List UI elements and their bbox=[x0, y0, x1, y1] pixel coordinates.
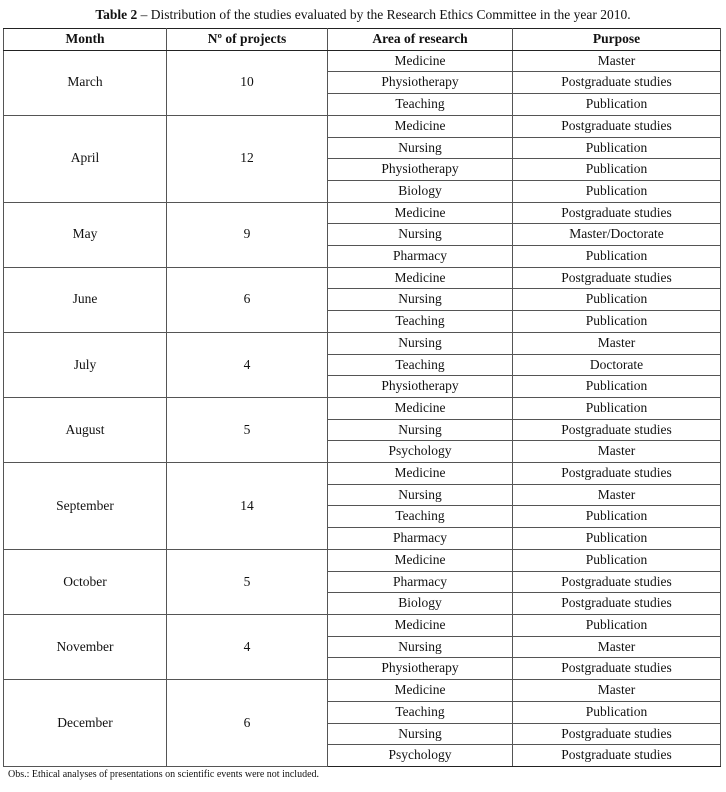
purpose-cell: Publication bbox=[513, 376, 721, 398]
table-row bbox=[4, 50, 721, 72]
purpose-cell: Publication bbox=[513, 549, 721, 571]
purpose-cell: Publication bbox=[513, 289, 721, 311]
purpose-cell: Postgraduate studies bbox=[513, 745, 721, 767]
area-cell: Medicine bbox=[328, 549, 513, 571]
month-cell: November bbox=[4, 614, 167, 679]
month-cell: December bbox=[4, 680, 167, 767]
area-cell: Nursing bbox=[328, 289, 513, 311]
header-purpose: Purpose bbox=[513, 29, 721, 51]
purpose-cell: Postgraduate studies bbox=[513, 571, 721, 593]
area-cell: Biology bbox=[328, 593, 513, 615]
area-cell: Teaching bbox=[328, 354, 513, 376]
table-caption-label: Table 2 bbox=[95, 7, 138, 22]
table-note: Obs.: Ethical analyses of presentations on scientific events were not included. bbox=[8, 769, 320, 780]
table-row bbox=[4, 614, 721, 636]
month-cell: August bbox=[4, 397, 167, 462]
area-cell: Medicine bbox=[328, 267, 513, 289]
header-month: Month bbox=[4, 29, 167, 51]
purpose-cell: Publication bbox=[513, 137, 721, 159]
area-cell: Medicine bbox=[328, 397, 513, 419]
month-cell: June bbox=[4, 267, 167, 332]
month-cell: May bbox=[4, 202, 167, 267]
purpose-cell: Postgraduate studies bbox=[513, 593, 721, 615]
table-caption-text: – Distribution of the studies evaluated by the Research Ethics Committee in the year 2010. bbox=[137, 7, 631, 22]
table-row bbox=[4, 115, 721, 137]
table-header-row bbox=[4, 29, 721, 51]
area-cell: Psychology bbox=[328, 441, 513, 463]
area-cell: Nursing bbox=[328, 137, 513, 159]
area-cell: Medicine bbox=[328, 115, 513, 137]
area-cell: Medicine bbox=[328, 463, 513, 485]
purpose-cell: Publication bbox=[513, 528, 721, 550]
project-count-cell: 10 bbox=[167, 50, 328, 115]
header-area: Area of research bbox=[328, 29, 513, 51]
area-cell: Teaching bbox=[328, 311, 513, 333]
purpose-cell: Master/Doctorate bbox=[513, 224, 721, 246]
purpose-cell: Publication bbox=[513, 311, 721, 333]
area-cell: Pharmacy bbox=[328, 528, 513, 550]
purpose-cell: Doctorate bbox=[513, 354, 721, 376]
header-projects: Nº of projects bbox=[167, 29, 328, 51]
purpose-cell: Postgraduate studies bbox=[513, 267, 721, 289]
area-cell: Nursing bbox=[328, 636, 513, 658]
project-count-cell: 5 bbox=[167, 397, 328, 462]
purpose-cell: Publication bbox=[513, 614, 721, 636]
purpose-cell: Publication bbox=[513, 397, 721, 419]
project-count-cell: 4 bbox=[167, 332, 328, 397]
studies-table bbox=[3, 28, 721, 767]
area-cell: Physiotherapy bbox=[328, 658, 513, 680]
area-cell: Medicine bbox=[328, 680, 513, 702]
purpose-cell: Master bbox=[513, 50, 721, 72]
purpose-cell: Postgraduate studies bbox=[513, 658, 721, 680]
area-cell: Pharmacy bbox=[328, 571, 513, 593]
table-row bbox=[4, 332, 721, 354]
area-cell: Medicine bbox=[328, 50, 513, 72]
area-cell: Teaching bbox=[328, 94, 513, 116]
table-caption bbox=[0, 6, 726, 24]
area-cell: Medicine bbox=[328, 202, 513, 224]
purpose-cell: Postgraduate studies bbox=[513, 202, 721, 224]
table-row bbox=[4, 463, 721, 485]
area-cell: Pharmacy bbox=[328, 246, 513, 268]
purpose-cell: Master bbox=[513, 636, 721, 658]
area-cell: Physiotherapy bbox=[328, 159, 513, 181]
purpose-cell: Postgraduate studies bbox=[513, 72, 721, 94]
purpose-cell: Master bbox=[513, 441, 721, 463]
table-row bbox=[4, 680, 721, 702]
month-cell: September bbox=[4, 463, 167, 550]
area-cell: Teaching bbox=[328, 701, 513, 723]
purpose-cell: Publication bbox=[513, 701, 721, 723]
month-cell: April bbox=[4, 115, 167, 202]
table-row bbox=[4, 267, 721, 289]
purpose-cell: Publication bbox=[513, 159, 721, 181]
area-cell: Physiotherapy bbox=[328, 376, 513, 398]
purpose-cell: Master bbox=[513, 680, 721, 702]
purpose-cell: Postgraduate studies bbox=[513, 115, 721, 137]
table-row bbox=[4, 549, 721, 571]
area-cell: Physiotherapy bbox=[328, 72, 513, 94]
table-body bbox=[4, 50, 721, 766]
area-cell: Nursing bbox=[328, 332, 513, 354]
project-count-cell: 12 bbox=[167, 115, 328, 202]
project-count-cell: 5 bbox=[167, 549, 328, 614]
table-row bbox=[4, 397, 721, 419]
purpose-cell: Postgraduate studies bbox=[513, 419, 721, 441]
project-count-cell: 14 bbox=[167, 463, 328, 550]
area-cell: Nursing bbox=[328, 224, 513, 246]
area-cell: Teaching bbox=[328, 506, 513, 528]
project-count-cell: 9 bbox=[167, 202, 328, 267]
month-cell: March bbox=[4, 50, 167, 115]
project-count-cell: 6 bbox=[167, 680, 328, 767]
purpose-cell: Postgraduate studies bbox=[513, 723, 721, 745]
purpose-cell: Postgraduate studies bbox=[513, 463, 721, 485]
table-row bbox=[4, 202, 721, 224]
purpose-cell: Publication bbox=[513, 506, 721, 528]
area-cell: Nursing bbox=[328, 484, 513, 506]
area-cell: Nursing bbox=[328, 419, 513, 441]
month-cell: October bbox=[4, 549, 167, 614]
area-cell: Psychology bbox=[328, 745, 513, 767]
purpose-cell: Publication bbox=[513, 94, 721, 116]
area-cell: Biology bbox=[328, 180, 513, 202]
purpose-cell: Publication bbox=[513, 180, 721, 202]
purpose-cell: Master bbox=[513, 484, 721, 506]
project-count-cell: 6 bbox=[167, 267, 328, 332]
purpose-cell: Publication bbox=[513, 246, 721, 268]
purpose-cell: Master bbox=[513, 332, 721, 354]
project-count-cell: 4 bbox=[167, 614, 328, 679]
month-cell: July bbox=[4, 332, 167, 397]
area-cell: Medicine bbox=[328, 614, 513, 636]
area-cell: Nursing bbox=[328, 723, 513, 745]
